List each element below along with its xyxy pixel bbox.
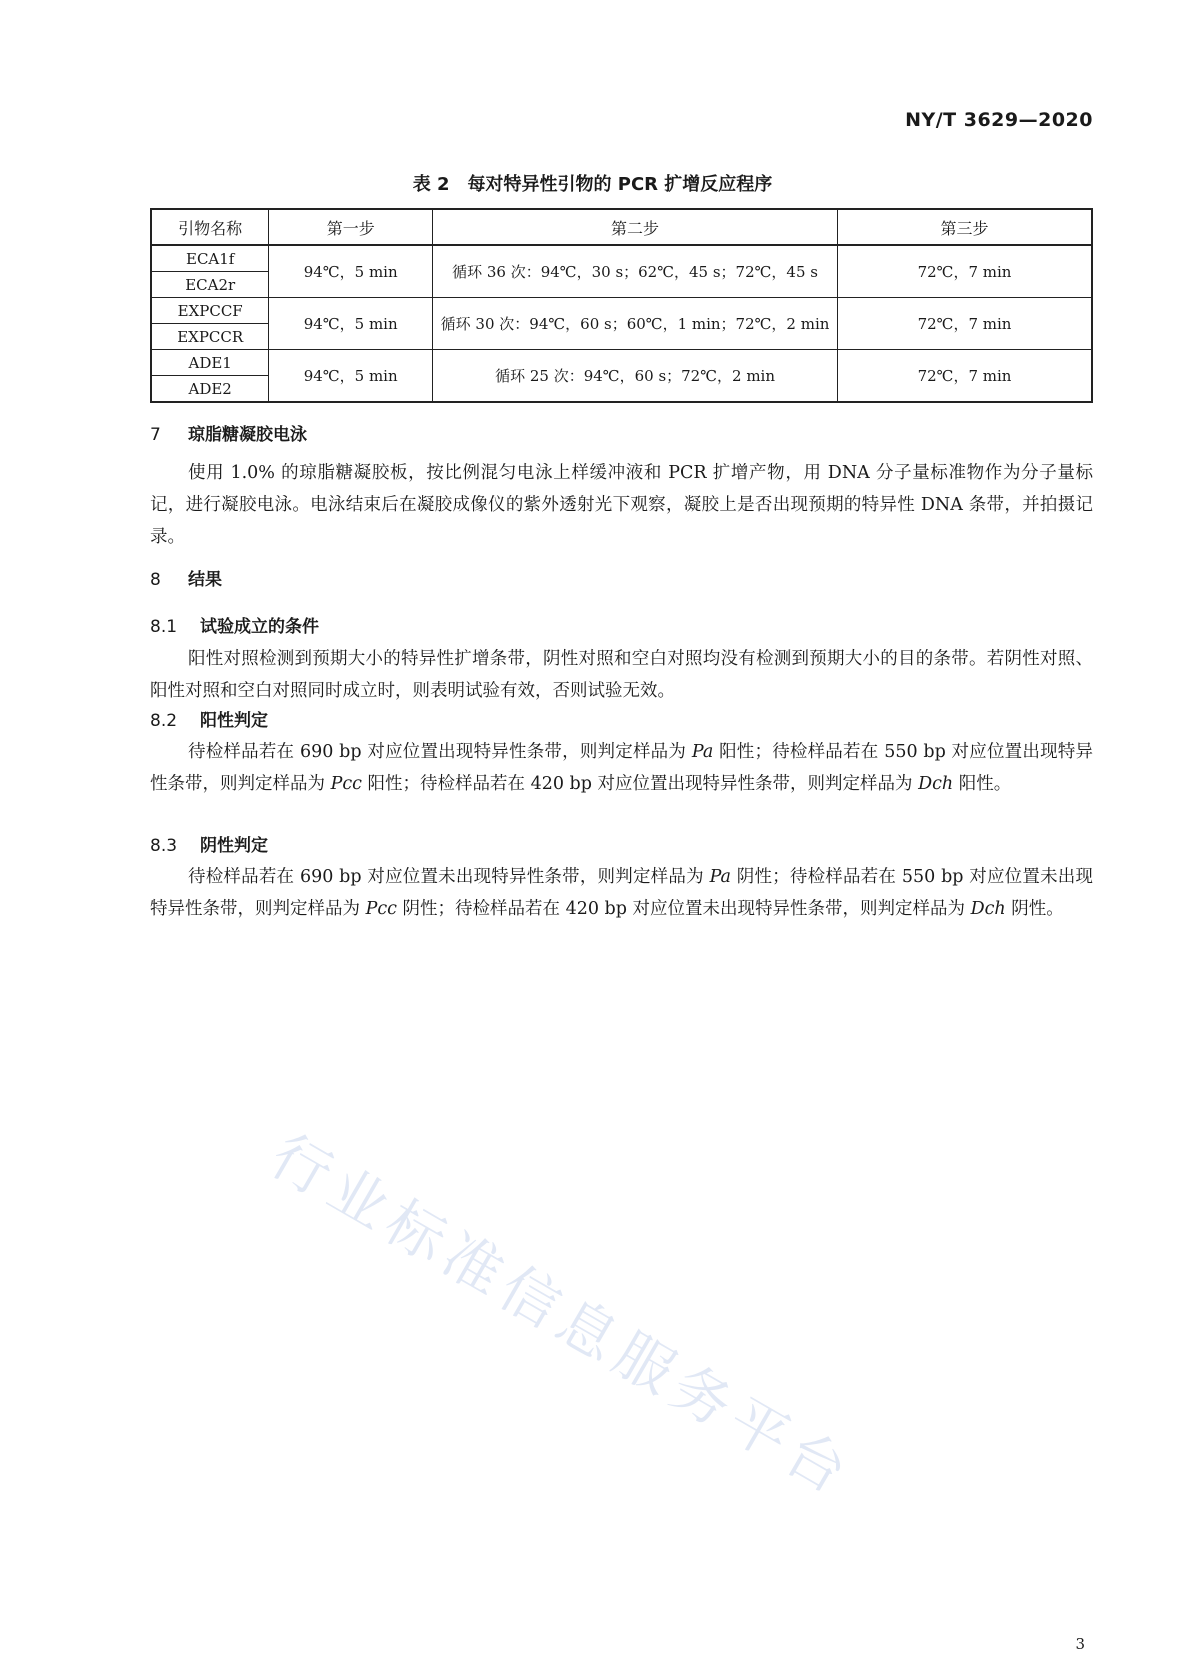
section-number: 8 bbox=[150, 570, 161, 590]
step2-cell: 循环 30 次：94℃，60 s；60℃，1 min；72℃，2 min bbox=[433, 298, 838, 350]
watermark: 行业标准信息服务平台 bbox=[259, 1121, 866, 1511]
section-8-3-heading bbox=[150, 831, 268, 856]
primer-name: ECA2r bbox=[151, 272, 269, 298]
section-7-heading bbox=[150, 420, 307, 445]
step3-cell: 72℃，7 min bbox=[838, 298, 1092, 350]
step1-cell: 94℃，5 min bbox=[269, 298, 433, 350]
primer-name: ECA1f bbox=[151, 245, 269, 272]
column-header-step3: 第三步 bbox=[838, 209, 1092, 245]
step2-cell: 循环 36 次：94℃，30 s；62℃，45 s；72℃，45 s bbox=[433, 245, 838, 298]
pcr-program-table bbox=[150, 208, 1093, 403]
section-title: 阳性判定 bbox=[200, 711, 268, 731]
text-run: 阳性；待检样品若在 420 bp 对应位置出现特异性条带，则判定样品为 bbox=[361, 774, 919, 794]
text-run: 待检样品若在 690 bp 对应位置出现特异性条带，则判定样品为 bbox=[188, 742, 692, 762]
text-run: 阳性；待检样品若在 550 bp 对应位置出现特异性条带，则判定样品为 bbox=[150, 742, 1093, 794]
table-header-row bbox=[151, 209, 1092, 245]
text-run: 阳性。 bbox=[953, 774, 1012, 794]
taxon-abbrev: Pcc bbox=[365, 899, 397, 919]
section-8-1-heading bbox=[150, 612, 319, 637]
section-number: 8.3 bbox=[150, 836, 178, 856]
section-title: 试验成立的条件 bbox=[200, 617, 319, 637]
step2-cell: 循环 25 次：94℃，60 s；72℃，2 min bbox=[433, 350, 838, 403]
step3-cell: 72℃，7 min bbox=[838, 350, 1092, 403]
table-row bbox=[151, 298, 1092, 324]
section-8-2-heading bbox=[150, 706, 268, 731]
section-8-2-text bbox=[150, 736, 1093, 800]
taxon-abbrev: Pa bbox=[691, 742, 714, 762]
section-8-3-text bbox=[150, 861, 1093, 925]
section-number: 8.1 bbox=[150, 617, 178, 637]
section-8-1-text: 阳性对照检测到预期大小的特异性扩增条带，阴性对照和空白对照均没有检测到预期大小的目的条带。若阴性对照、阳性对照和空白对照同时成立时，则表明试验有效，否则试验无效。 bbox=[150, 649, 1093, 701]
table-row bbox=[151, 350, 1092, 376]
primer-name: ADE2 bbox=[151, 376, 269, 403]
page-number: 3 bbox=[1075, 1635, 1085, 1653]
table-caption: 表 2 每对特异性引物的 PCR 扩增反应程序 bbox=[412, 174, 773, 195]
taxon-abbrev: Pa bbox=[709, 867, 731, 887]
column-header-primer: 引物名称 bbox=[151, 209, 269, 245]
primer-name: EXPCCR bbox=[151, 324, 269, 350]
text-run: 阴性。 bbox=[1005, 899, 1064, 919]
section-8-heading bbox=[150, 565, 222, 590]
column-header-step2: 第二步 bbox=[433, 209, 838, 245]
section-title: 琼脂糖凝胶电泳 bbox=[188, 425, 307, 445]
step1-cell: 94℃，5 min bbox=[269, 350, 433, 403]
section-7-text: 使用 1.0% 的琼脂糖凝胶板，按比例混匀电泳上样缓冲液和 PCR 扩增产物，用 DNA 分子量标准物作为分子量标记，进行凝胶电泳。电泳结束后在凝胶成像仪的紫外透射光下观察，凝胶上是否出现预期的特异性 DNA 条带，并拍摄记录。 bbox=[150, 463, 1093, 547]
section-title: 结果 bbox=[188, 570, 222, 590]
table-row bbox=[151, 245, 1092, 272]
primer-name: EXPCCF bbox=[151, 298, 269, 324]
section-title: 阴性判定 bbox=[200, 836, 268, 856]
step1-cell: 94℃，5 min bbox=[269, 245, 433, 298]
primer-name: ADE1 bbox=[151, 350, 269, 376]
column-header-step1: 第一步 bbox=[269, 209, 433, 245]
taxon-abbrev: Pcc bbox=[330, 774, 362, 794]
step3-cell: 72℃，7 min bbox=[838, 245, 1092, 298]
text-run: 阴性；待检样品若在 550 bp 对应位置未出现特异性条带，则判定样品为 bbox=[150, 867, 1093, 919]
section-number: 8.2 bbox=[150, 711, 178, 731]
taxon-abbrev: Dch bbox=[918, 774, 954, 794]
section-number: 7 bbox=[150, 425, 161, 445]
standard-code: NY/T 3629—2020 bbox=[905, 109, 1093, 131]
text-run: 待检样品若在 690 bp 对应位置未出现特异性条带，则判定样品为 bbox=[188, 867, 710, 887]
text-run: 阴性；待检样品若在 420 bp 对应位置未出现特异性条带，则判定样品为 bbox=[396, 899, 971, 919]
taxon-abbrev: Dch bbox=[970, 899, 1006, 919]
